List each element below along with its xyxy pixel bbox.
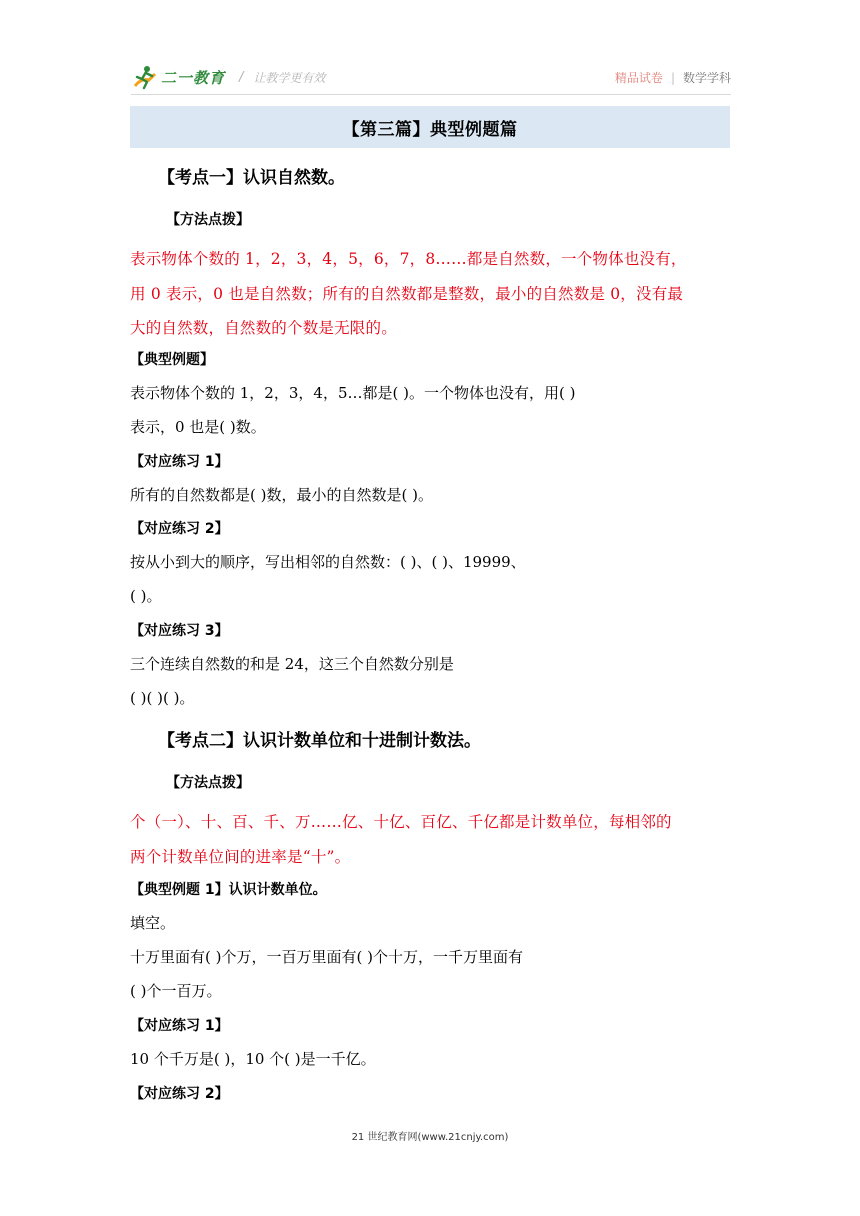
- page-footer: 21 世纪教育网(www.21cnjy.com): [351, 1132, 509, 1143]
- brand-logo: [131, 62, 325, 92]
- section1-practice2-label: 【对应练习 2】: [130, 521, 229, 537]
- section2-method-line: 两个计数单位间的进率是“十”。: [130, 848, 351, 866]
- section1-practice2-line: ( )。: [130, 587, 162, 605]
- section1-practice3-line: 三个连续自然数的和是 24，这三个自然数分别是: [130, 655, 454, 673]
- section1-example-line: 表示，0 也是( )数。: [130, 418, 266, 436]
- section2-heading: 【考点二】认识计数单位和十进制计数法。: [158, 731, 481, 751]
- section1-method-line: 表示物体个数的 1，2，3，4，5，6，7，8……都是自然数，一个物体也没有，: [130, 250, 687, 268]
- section1-example-line: 表示物体个数的 1，2，3，4，5…都是( )。一个物体也没有，用( ): [130, 384, 576, 402]
- section2-example-line: ( )个一百万。: [130, 982, 222, 1000]
- header-divider: |: [670, 70, 675, 85]
- section2-example-line: 填空。: [130, 914, 176, 932]
- section2-practice1-line: 10 个千万是( )，10 个( )是一千亿。: [130, 1050, 376, 1068]
- header-right: [615, 69, 731, 86]
- section1-example-label: 【典型例题】: [130, 352, 214, 368]
- title-band: [130, 106, 730, 148]
- page-title: 【第三篇】典型例题篇: [342, 119, 518, 140]
- section1-practice1-label: 【对应练习 1】: [130, 454, 229, 470]
- section1-method-line: 大的自然数，自然数的个数是无限的。: [130, 319, 397, 337]
- slogan: 让教学更有效: [253, 70, 326, 85]
- section2-example-line: 十万里面有( )个万，一百万里面有( )个十万，一千万里面有: [130, 948, 523, 966]
- section1-heading: 【考点一】认识自然数。: [158, 168, 345, 188]
- page-header: [131, 62, 731, 95]
- section1-practice1-line: 所有的自然数都是( )数，最小的自然数是( )。: [130, 486, 433, 504]
- runner-logo-icon: [131, 64, 159, 90]
- section1-practice3-label: 【对应练习 3】: [130, 623, 229, 639]
- section2-method-label: 【方法点拨】: [166, 775, 250, 791]
- quality-badge: 精品试卷: [614, 71, 663, 85]
- section1-practice2-line: 按从小到大的顺序，写出相邻的自然数：( )、( )、19999、: [130, 553, 526, 571]
- section2-practice1-label: 【对应练习 1】: [130, 1018, 229, 1034]
- section2-practice2-label: 【对应练习 2】: [130, 1086, 229, 1102]
- section2-example-label: 【典型例题 1】认识计数单位。: [130, 882, 327, 898]
- section2-method-line: 个（一）、十、百、千、万……亿、十亿、百亿、千亿都是计数单位，每相邻的: [130, 813, 672, 831]
- section1-method-line: 用 0 表示，0 也是自然数；所有的自然数都是整数，最小的自然数是 0，没有最: [130, 285, 684, 303]
- section1-method-label: 【方法点拨】: [166, 212, 250, 228]
- logo-separator: /: [239, 69, 244, 85]
- section1-practice3-line: ( )( )( )。: [130, 689, 195, 707]
- logo-text: 二一教育: [161, 68, 226, 87]
- subject-label: 数学学科: [682, 71, 731, 85]
